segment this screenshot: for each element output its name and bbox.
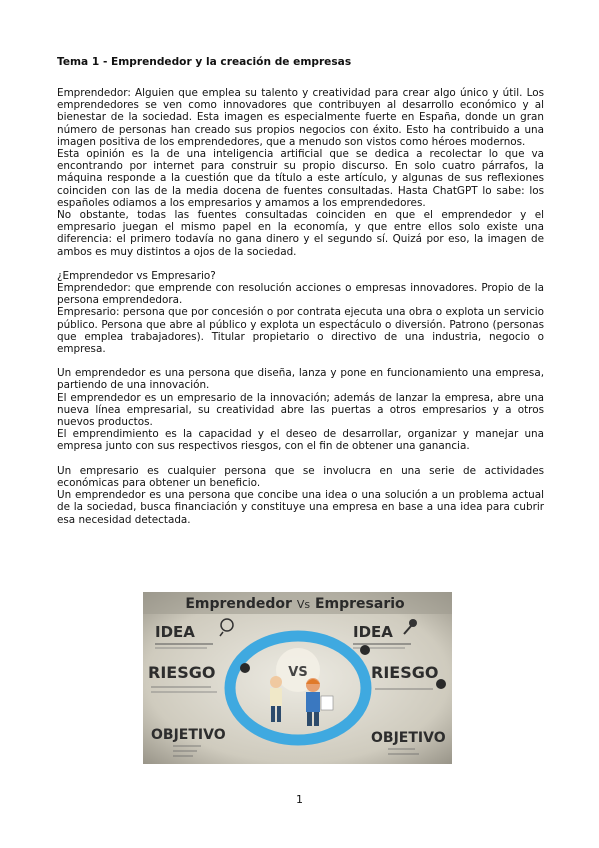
hazard-icon: [240, 663, 250, 673]
figure-title-left: Emprendedor: [185, 596, 292, 612]
riesgo-right-label: RIESGO: [371, 663, 439, 682]
figure-title-right: Empresario: [314, 596, 405, 612]
idea-right-label: IDEA: [353, 623, 393, 641]
paragraph: El emprendimiento es la capacidad y el deseo de desarrollar, organizar y manejar una empresa junto con sus respectivos riesgos, con el fin de obtener una ganancia.: [57, 428, 544, 453]
paragraph: Un empresario es cualquier persona que se involucra en una serie de actividades económicas para obtener un beneficio.: [57, 464, 544, 489]
section-question: ¿Emprendedor vs Empresario?: [57, 269, 216, 282]
document-body: [57, 56, 544, 526]
infographic: [143, 592, 452, 764]
paragraph: Un emprendedor es una persona que diseña, lanza y pone en funcionamiento una empresa, partiendo de una innovación.: [57, 367, 544, 392]
svg-text:Emprendedor Vs: [185, 596, 405, 612]
paragraph: El emprendedor es un empresario de la innovación; además de lanzar la empresa, abre una nueva línea empresarial, su creatividad abre las puertas a otros empresarios y a otros nuevos productos.: [57, 391, 544, 429]
objetivo-left-label: OBJETIVO: [151, 727, 226, 743]
page-title: Tema 1 - Emprendedor y la creación de empresas: [57, 56, 352, 68]
riesgo-left-label: RIESGO: [148, 663, 216, 682]
idea-left-label: IDEA: [155, 623, 195, 641]
paragraph: Esta opinión es la de una inteligencia artificial que se dedica a recolectar lo que va encontrando por internet para construir su propio discurso. En solo cuatro párrafos, la máquina responde a la cuestión que da título a este artículo, y algunas de sus reflexiones coinciden con las de la media docena de fuentes consultadas. Hasta ChatGPT lo sabe: los españoles odiamos a los empresarios y amamos a los emprendedores.: [57, 148, 544, 209]
paragraph: Empresario: persona que por concesión o por contrata ejecuta una obra o explota un servicio público. Persona que abre al público y explota un espectáculo o diversión. Patrono (personas que emplea trabajadores). Titular propietario o directivo de una industria, negocio o empresa.: [57, 306, 544, 356]
page-number: 1: [296, 793, 303, 806]
emprendedor-vs-empresario-figure: [143, 592, 452, 764]
paragraph: Un emprendedor es una persona que concibe una idea o una solución a un problema actual de la sociedad, busca financiación y constituye una empresa en base a una idea para cubrir esa necesidad detectada.: [57, 489, 544, 526]
figure-title-vs: Vs: [296, 598, 311, 611]
objetivo-right-label: OBJETIVO: [371, 730, 446, 746]
vs-label: VS: [288, 665, 308, 680]
paragraph: Emprendedor: Alguien que emplea su talento y creatividad para crear algo único y útil. Los emprendedores se ven como innovadores que contribuyen al desarrollo económico y al bienestar de la sociedad. Esta imagen es especialmente fuerte en España, donde un gran número de personas han creado sus propios negocios con éxito. Esto ha contribuido a una imagen positiva de los emprendedores, que a menudo son vistos como héroes modernos.: [57, 87, 544, 148]
paragraph: No obstante, todas las fuentes consultadas coinciden en que el emprendedor y el empresario juegan el mismo papel en la economía, y que entre ellos solo existe una diferencia: el primero todavía no gana dinero y el segundo sí. Quizá por eso, la imagen de ambos es muy distintos a ojos de la sociedad.: [57, 209, 544, 258]
paragraph: Emprendedor: que emprende con resolución acciones o empresas innovadores. Propio de la persona emprendedora.: [57, 282, 544, 307]
